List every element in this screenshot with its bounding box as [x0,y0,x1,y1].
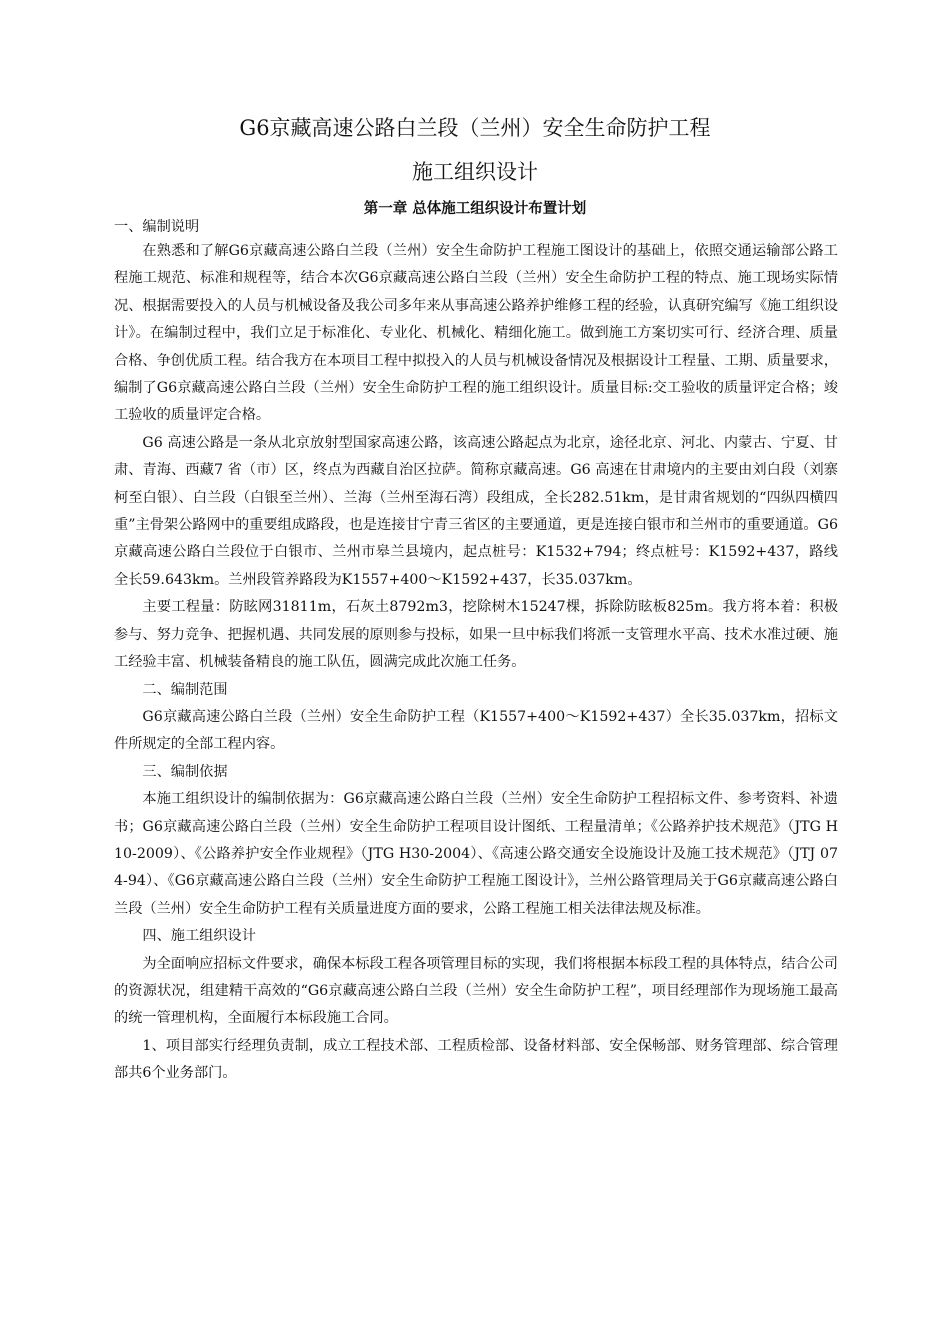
paragraph: 为全面响应招标文件要求，确保本标段工程各项管理目标的实现，我们将根据本标段工程的具体特点，结合公司的资源状况，组建精干高效的“G6京藏高速公路白兰段（兰州）安全生命防护工程”，项目经理部作为现场施工最高的统一管理机构，全面履行本标段施工合同。 [114,955,838,1027]
document-subtitle: 施工组织设计 [412,160,538,184]
paragraph: 1、项目部实行经理负责制，成立工程技术部、工程质检部、设备材料部、安全保畅部、财务管理部、综合管理部共6个业务部门。 [114,1037,838,1082]
chapter-heading: 第一章 总体施工组织设计布置计划 [363,201,587,217]
paragraph: 在熟悉和了解G6京藏高速公路白兰段（兰州）安全生命防护工程施工图设计的基础上，依照交通运输部公路工程施工规范、标准和规程等，结合本次G6京藏高速公路白兰段（兰州）安全生命防护工程的特点、施工现场实际情况、根据需要投入的人员与机械设备及我公司多年来从事高速公路养护维修工程的经验，认真研究编写《施工组织设计》。在编制过程中，我们立足于标准化、专业化、机械化、精细化施工。做到施工方案切实可行、经济合理、质量合格、争创优质工程。结合我方在本项目工程中拟投入的人员与机械设备情况及根据设计工程量、工期、质量要求，编制了G6京藏高速公路白兰段（兰州）安全生命防护工程的施工组织设计。质量目标:交工验收的质量评定合格；竣工验收的质量评定合格。 [114,243,838,424]
section-heading-4: 四、施工组织设计 [142,928,256,945]
document-body [114,216,838,1088]
paragraph: 本施工组织设计的编制依据为：G6京藏高速公路白兰段（兰州）安全生命防护工程招标文件、参考资料、补遗书；G6京藏高速公路白兰段（兰州）安全生命防护工程项目设计图纸、工程量清单；《公路养护技术规范》（JTG H10-2009）、《公路养护安全作业规程》（JTG H30-2004）、《高速公路交通安全设施设计及施工技术规范》（JTJ 074-94）、《G6京藏高速公路白兰段（兰州）安全生命防护工程施工图设计》，兰州公路管理局关于G6京藏高速公路白兰段（兰州）安全生命防护工程有关质量进度方面的要求，公路工程施工相关法律法规及标准。 [114,791,838,917]
paragraph: 主要工程量：防眩网31811m，石灰土8792m3，挖除树木15247棵，拆除防眩板825m。我方将本着：积极参与、努力竞争、把握机遇、共同发展的原则参与投标，如果一旦中标我们将派一支管理水平高、技术水准过硬、施工经验丰富、机械装备精良的施工队伍，圆满完成此次施工任务。 [114,599,838,671]
paragraph: G6京藏高速公路白兰段（兰州）安全生命防护工程（K1557+400～K1592+437）全长35.037km，招标文件所规定的全部工程内容。 [114,708,838,753]
document-title: G6京藏高速公路白兰段（兰州）安全生命防护工程 [239,116,711,140]
paragraph: G6 高速公路是一条从北京放射型国家高速公路，该高速公路起点为北京，途径北京、河北、内蒙古、宁夏、甘肃、青海、西藏7 省（市）区，终点为西藏自治区拉萨。简称京藏高速。G6 高速在甘肃境内的主要由刘白段（刘寨柯至白银）、白兰段（白银至兰州）、兰海（兰州至海石湾）段组成，全长282.51km，是甘肃省规划的“四纵四横四重”主骨架公路网中的重要组成路段，也是连接甘宁青三省区的主要通道，更是连接白银市和兰州市的重要通道。G6 京藏高速公路白兰段位于白银市、兰州市皋兰县境内，起点桩号：K1532+794；终点桩号：K1592+437，路线全长59.643km。兰州段管养路段为K1557+400～K1592+437，长35.037km。 [114,434,838,588]
section-heading-2: 二、编制范围 [142,681,228,698]
section-heading-3: 三、编制依据 [142,763,228,780]
section-heading-1: 一、编制说明 [114,219,200,235]
